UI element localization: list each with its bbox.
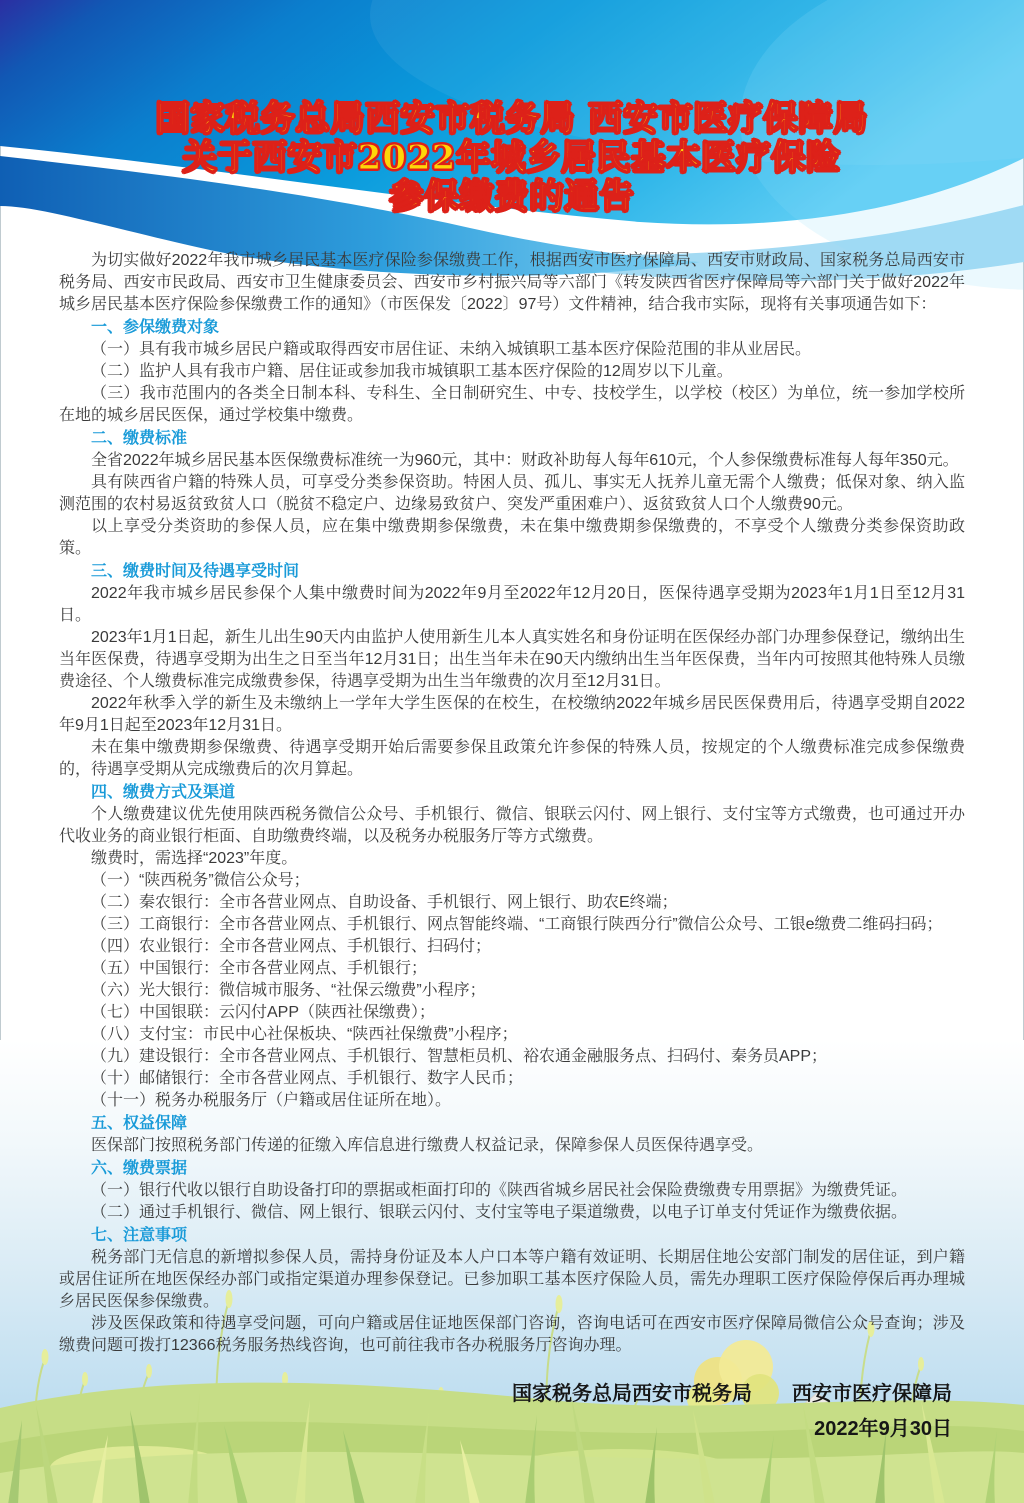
notice-title	[0, 100, 1024, 217]
section-heading-3: 三、缴费时间及待遇享受时间	[91, 563, 300, 580]
paragraph: 医保部门按照税务部门传递的征缴入库信息进行缴费人权益记录，保障参保人员医保待遇享受。	[91, 1137, 764, 1154]
paragraph: 2022年我市城乡居民参保个人集中缴费时间为2022年9月至2022年12月20日，医保待遇享受期为2023年1月1日至12月31日。	[59, 585, 965, 624]
section-heading-6: 六、缴费票据	[91, 1160, 188, 1177]
intro-paragraph: 为切实做好2022年我市城乡居民基本医疗保险参保缴费工作，根据西安市医疗保障局、西安市财政局、国家税务总局西安市税务局、西安市民政局、西安市卫生健康委员会、西安市乡村振兴局等六部门《转发陕西省医疗保障局等六部门关于做好2022年城乡居民基本医疗保险参保缴费工作的通知》（市医保发〔2022〕97号）文件精神，结合我市实际，现将有关事项通告如下：	[59, 252, 965, 313]
paragraph: 具有陕西省户籍的特殊人员，可享受分类参保资助。特困人员、孤儿、事实无人抚养儿童无需个人缴费；低保对象、纳入监测范围的农村易返贫致贫人口（脱贫不稳定户、边缘易致贫户、突发严重困难户）、返贫致贫人口个人缴费90元。	[59, 474, 965, 513]
notice-body	[59, 250, 965, 1357]
paragraph: 以上享受分类资助的参保人员，应在集中缴费期参保缴费，未在集中缴费期参保缴费的，不享受个人缴费分类参保资助政策。	[59, 518, 965, 557]
channel-item: （三）工商银行：全市各营业网点、手机银行、网点智能终端、“工商银行陕西分行”微信公众号、工银e缴费二维码扫码；	[91, 916, 943, 933]
section-heading-4: 四、缴费方式及渠道	[91, 784, 236, 801]
channel-item: （十一）税务办税服务厅（户籍或居住证所在地）。	[91, 1092, 452, 1109]
section-payment-receipts	[59, 1158, 965, 1224]
channel-item: （九）建设银行：全市各营业网点、手机银行、智慧柜员机、裕农通金融服务点、扫码付、秦务员APP；	[91, 1048, 828, 1065]
footer-signatories: 国家税务总局西安市税务局 西安市医疗保障局	[512, 1383, 952, 1405]
section-heading-5: 五、权益保障	[91, 1115, 188, 1132]
paragraph: 缴费时，需选择“2023”年度。	[91, 850, 298, 867]
channel-item: （四）农业银行：全市各营业网点、手机银行、扫码付；	[91, 938, 492, 955]
section-payment-time	[59, 561, 965, 781]
channel-item: （七）中国银联：云闪付APP（陕西社保缴费）；	[91, 1004, 436, 1021]
paragraph: 未在集中缴费期参保缴费、待遇享受期开始后需要参保且政策允许参保的特殊人员，按规定的个人缴费标准完成参保缴费的，待遇享受期从完成缴费后的次月算起。	[59, 739, 965, 778]
notice-footer	[512, 1377, 952, 1447]
channel-item: （一）“陕西税务”微信公众号；	[91, 872, 310, 889]
paragraph: （二）监护人具有我市户籍、居住证或参加我市城镇职工基本医疗保险的12周岁以下儿童。	[91, 363, 733, 380]
footer-date: 2022年9月30日	[814, 1418, 952, 1440]
paragraph: （一）银行代收以银行自助设备打印的票据或柜面打印的《陕西省城乡居民社会保险费缴费专用票据》为缴费凭证。	[91, 1182, 908, 1199]
channel-item: （十）邮储银行：全市各营业网点、手机银行、数字人民币；	[91, 1070, 524, 1087]
paragraph: 全省2022年城乡居民基本医保缴费标准统一为960元，其中：财政补助每人每年610元，个人参保缴费标准每人每年350元。	[91, 452, 959, 469]
section-payment-standard	[59, 428, 965, 560]
paragraph: 税务部门无信息的新增拟参保人员，需持身份证及本人户口本等户籍有效证明、长期居住地公安部门制发的居住证，到户籍或居住证所在地医保经办部门或指定渠道办理参保登记。已参加职工基本医疗保险人员，需先办理职工医疗保险停保后再办理城乡居民医保参保缴费。	[59, 1249, 965, 1310]
title-line-2: 关于西安市2022年城乡居民基本医疗保险	[182, 138, 842, 178]
section-enrollment-targets	[59, 317, 965, 427]
section-notes	[59, 1225, 965, 1357]
section-rights-protection	[59, 1113, 965, 1157]
title-line-3: 参保缴费的通告	[389, 177, 635, 217]
channel-item: （二）秦农银行：全市各营业网点、自助设备、手机银行、网上银行、助农E终端；	[91, 894, 678, 911]
channel-item: （六）光大银行：微信城市服务、“社保云缴费”小程序；	[91, 982, 486, 999]
paragraph: 个人缴费建议优先使用陕西税务微信公众号、手机银行、微信、银联云闪付、网上银行、支付宝等方式缴费，也可通过开办代收业务的商业银行柜面、自助缴费终端，以及税务办税服务厅等方式缴费。	[59, 806, 965, 845]
paragraph: （一）具有我市城乡居民户籍或取得西安市居住证、未纳入城镇职工基本医疗保险范围的非从业居民。	[91, 341, 812, 358]
section-heading-2: 二、缴费标准	[91, 430, 188, 447]
section-payment-channels	[59, 782, 965, 1112]
title-line-1: 国家税务总局西安市税务局 西安市医疗保障局	[155, 99, 869, 139]
paragraph: 涉及医保政策和待遇享受问题，可向户籍或居住证地医保部门咨询，咨询电话可在西安市医疗保障局微信公众号查询；涉及缴费问题可拨打12366税务服务热线咨询，也可前往我市各办税服务厅咨询办理。	[59, 1315, 965, 1354]
channel-item: （五）中国银行：全市各营业网点、手机银行；	[91, 960, 428, 977]
paragraph: （三）我市范围内的各类全日制本科、专科生、全日制研究生、中专、技校学生，以学校（校区）为单位，统一参加学校所在地的城乡居民医保，通过学校集中缴费。	[59, 385, 965, 424]
channel-item: （八）支付宝：市民中心社保板块、“陕西社保缴费”小程序；	[91, 1026, 518, 1043]
paragraph: 2023年1月1日起，新生儿出生90天内由监护人使用新生儿本人真实姓名和身份证明在医保经办部门办理参保登记，缴纳出生当年医保费，待遇享受期为出生之日至当年12月31日；出生当年未在90天内缴纳出生当年医保费，当年内可按照其他特殊人员缴费途径、个人缴费标准完成缴费参保，待遇享受期为出生当年缴费的次月至12月31日。	[59, 629, 965, 690]
paragraph: （二）通过手机银行、微信、网上银行、银联云闪付、支付宝等电子渠道缴费，以电子订单支付凭证作为缴费依据。	[91, 1204, 908, 1221]
paragraph: 2022年秋季入学的新生及未缴纳上一学年大学生医保的在校生，在校缴纳2022年城乡居民医保费用后，待遇享受期自2022年9月1日起至2023年12月31日。	[59, 695, 965, 734]
section-heading-1: 一、参保缴费对象	[91, 319, 220, 336]
section-heading-7: 七、注意事项	[91, 1227, 188, 1244]
